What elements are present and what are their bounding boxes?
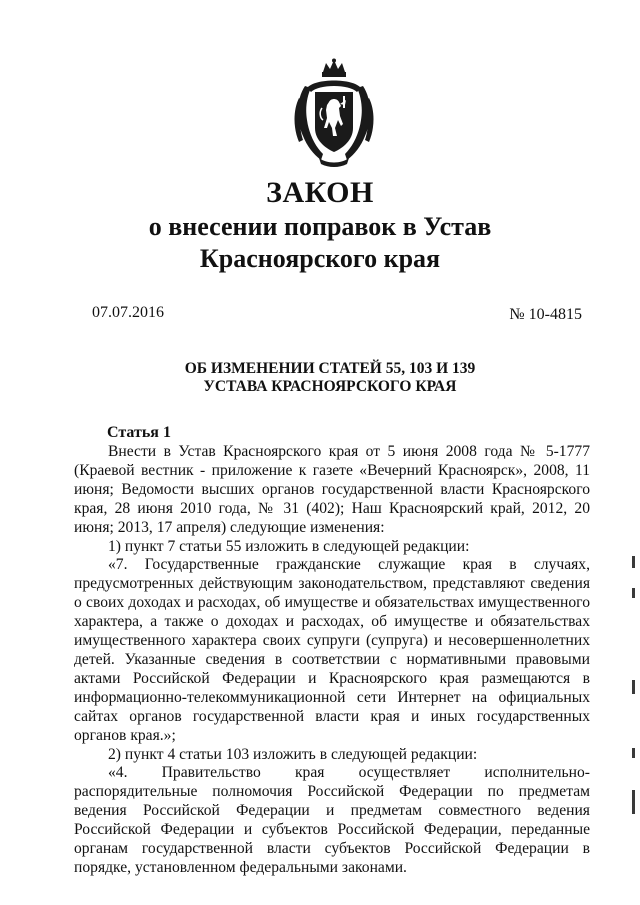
article-heading: Статья 1 [107,424,171,441]
paragraph-item-1: 1) пункт 7 статьи 55 изложить в следующей редакции: [108,537,470,555]
article-body [74,443,590,878]
paragraph-item-2: 2) пункт 4 статьи 103 изложить в следующей редакции: [108,745,478,763]
subject-line1: ОБ ИЗМЕНЕНИИ СТАТЕЙ 55, 103 И 139 [184,360,476,377]
scan-edge-mark [632,680,635,694]
scan-edge-mark [632,790,635,814]
law-title: ЗАКОН [266,176,374,209]
subject-line2: УСТАВА КРАСНОЯРСКОГО КРАЯ [203,378,457,395]
paragraph-intro: Внести в Устав Красноярского края от 5 июня 2008 года № 5-1777 (Краевой вестник - приложение к газете «Вечерний Красноярск», 2008, 11 июня; Ведомости высших органов государственной власти Красноярского края, 28 июня 2010 года, № 31 (402); Наш Красноярский край, 2012, 20 июня; 2013, 17 апреля) следующие изменения: [74,443,590,536]
paragraph-item-2-text: «4. Правительство края осуществляет исполнительно-распорядительные полномочия Российской Федерации по предметам ведения Российской Федерации и предметам совместного ведения Российской Федерации и субъектов Российской Федерации, переданные органам государственной власти субъектов Российской Федерации в порядке, установленном федеральными законами. [74,764,590,876]
paragraph-item-1-text: «7. Государственные гражданские служащие края в случаях, предусмотренных действующим законодательством, представляют сведения о своих доходах и расходах, об имуществе и обязательствах имущественного характера, а также о доходах и расходах, об имуществе и обязательствах имущественного характера своих супруги (супруга) и несовершеннолетних детей. Указанные сведения в соответствии с нормативными правовыми актами Российской Федерации и Красноярского края размещаются в информационно-телекоммуникационной сети Интернет на официальных сайтах органов государственной власти края и иных государственных органов края.»; [74,556,590,744]
law-subtitle-line2: Красноярского края [199,244,441,273]
law-subtitle-line1: о внесении поправок в Устав [148,212,492,241]
scan-edge-mark [632,556,635,568]
scan-edge-mark [632,748,635,758]
scan-edge-mark [632,588,635,598]
law-date: 07.07.2016 [92,304,164,321]
law-number: № 10-4815 [509,306,582,323]
krasnoyarsk-coat-of-arms-icon [293,58,375,168]
